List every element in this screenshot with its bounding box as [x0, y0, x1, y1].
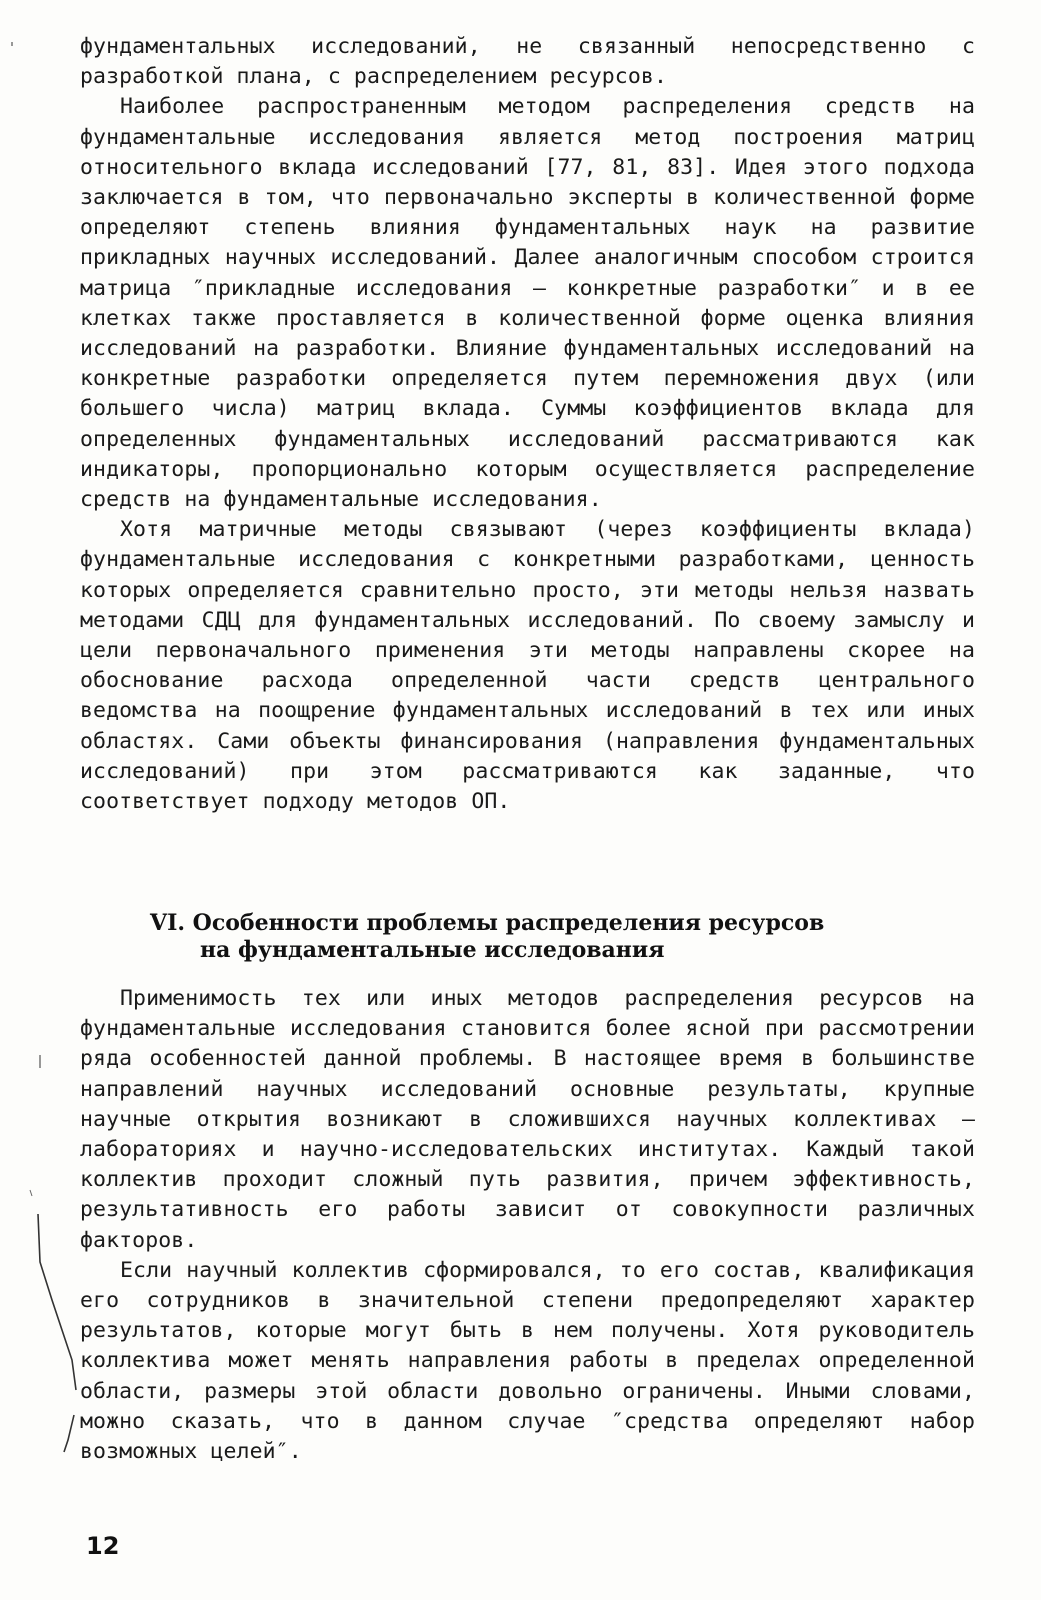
- page-number: 12: [86, 1532, 120, 1560]
- body-text-top: [80, 32, 975, 817]
- paragraph-applicability: Применимость тех или иных методов распределения ресурсов на фундаментальные исследования становится более ясной при рассмотрении ряда особенностей данной проблемы. В настоящее время в большинстве направлений научных исследований основные результаты, крупные научные открытия возникают в сложившихся научных коллективах – лабораториях и научно-исследовательских институтах. Каждый такой коллектив проходит сложный путь развития, причем эффективность, результативность его работы зависит от совокупности различных факторов.: [80, 986, 975, 1253]
- section-heading: [150, 910, 910, 964]
- paragraph-matrix-critique: Хотя матричные методы связывают (через коэффициенты вклада) фундаментальные исследования с конкретными разработками, ценность которых определяется сравнительно просто, эти методы нельзя назвать методами СДЦ для фундаментальных исследований. По своему замыслу и цели первоначального применения эти методы направлены скорее на обоснование расхода определенной части средств центрального ведомства на поощрение фундаментальных исследований в тех или иных областях. Сами объекты финансирования (направления фундаментальных исследований) при этом рассматриваются как заданные, что соответствует подходу методов ОП.: [80, 517, 975, 815]
- section-heading-line-2: на фундаментальные исследования: [200, 937, 665, 963]
- paragraph-matrix-method: Наиболее распространенным методом распределения средств на фундаментальные исследования является метод построения матриц относительного вклада исследований [77, 81, 83]. Идея этого подхода заключается в том, что первоначально эксперты в количественной форме определяют степень влияния фундаментальных наук на развитие прикладных научных исследований. Далее аналогичным способом строится матрица ″прикладные исследования – конкретные разработки″ и в ее клетках также проставляется в количественной форме оценка влияния исследований на разработки. Влияние фундаментальных исследований на конкретные разработки определяется путем перемножения двух (или большего числа) матриц вклада. Суммы коэффициентов вклада для определенных фундаментальных исследований рассматриваются как индикаторы, пропорционально которым осуществляется распределение средств на фундаментальные исследования.: [80, 94, 975, 513]
- paragraph-team-formation: Если научный коллектив сформировался, то его состав, квалификация его сотрудников в значительной степени предопределяют характер результатов, которые могут быть в нем получены. Хотя руководитель коллектива может менять направления работы в пределах определенной области, размеры этой области довольно ограничены. Иными словами, можно сказать, что в данном случае ″средства определяют набор возможных целей″.: [80, 1257, 975, 1465]
- body-text-bottom: [80, 984, 975, 1467]
- section-heading-line-1: VI. Особенности проблемы распределения ресурсов: [150, 910, 825, 936]
- paragraph-continuation: фундаментальных исследований, не связанный непосредственно с разработкой плана, с распределением ресурсов.: [80, 34, 975, 90]
